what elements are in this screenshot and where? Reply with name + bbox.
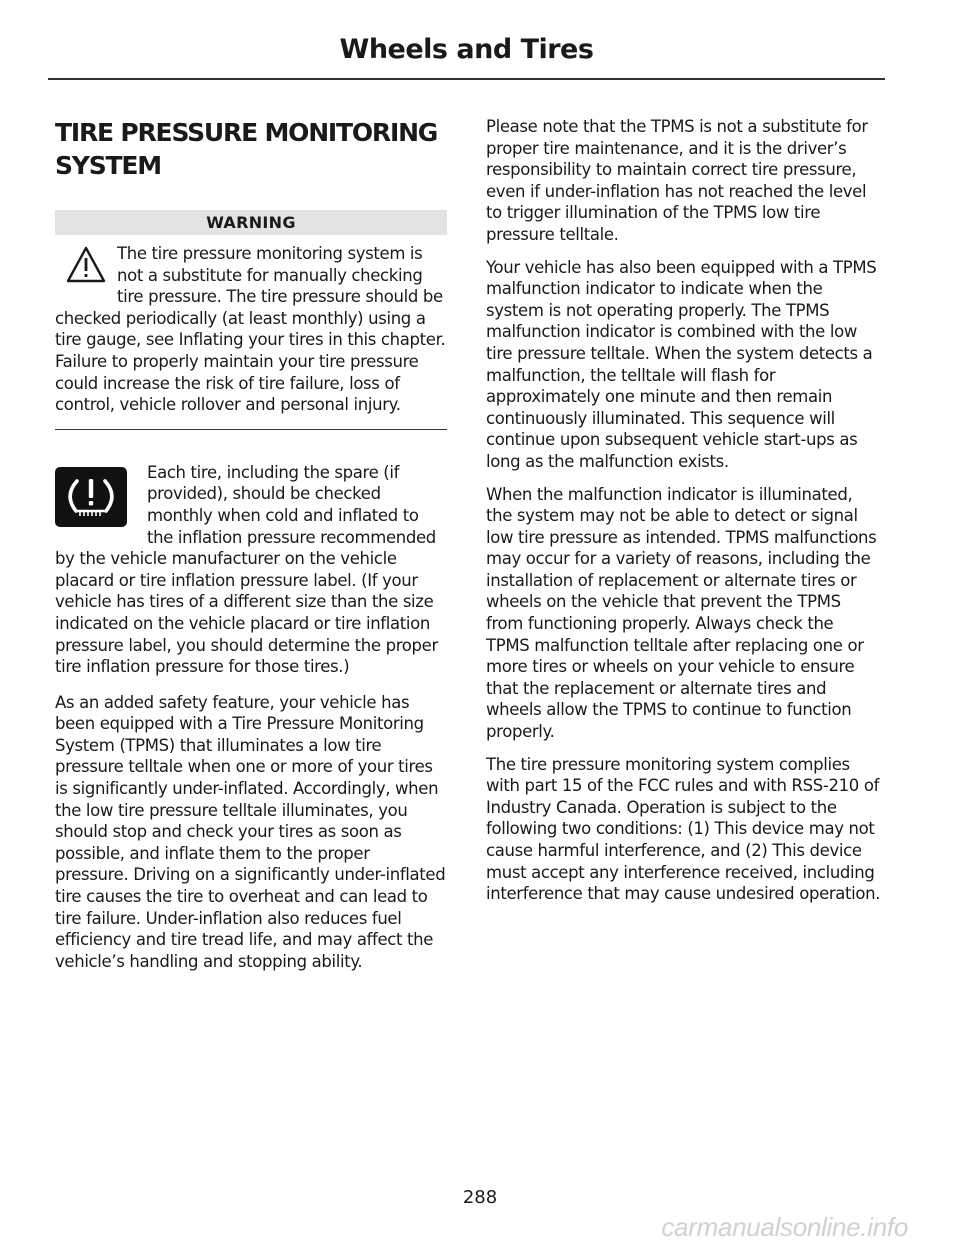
malfunction-illuminated-paragraph: When the malfunction indicator is illuminated, the system may not be able to detect or signal low tire pressure as intended. TPMS malfunctions may occur for a variety of reasons, including the installation of replacement or alternate tires or wheels on the vehicle that prevent the TPMS from functioning properly. Always check the TPMS malfunction telltale after replacing one or more tires or wheels on your vehicle to ensure that the replacement or alternate tires and wheels allow the TPMS to continue to function properly.	[486, 484, 877, 742]
page-header	[48, 32, 885, 80]
left-column	[55, 116, 447, 986]
page-header-title: Wheels and Tires	[339, 34, 594, 65]
page-number: 288	[462, 1187, 498, 1208]
tpms-note-paragraph: Please note that the TPMS is not a substitute for proper tire maintenance, and it is the driver’s responsibility to maintain correct tire pressure, even if under-inflation has not reached the level to trigger illumination of the TPMS low tire pressure telltale.	[486, 117, 868, 244]
tpms-check-paragraph: Each tire, including the spare (if provided), should be checked monthly when cold and inflated to the inflation pressure recommended by the vehicle manufacturer on the vehicle placard or tire inflation pressure label. (If your vehicle has tires of a different size than the size indicated on the vehicle placard or tire inflation pressure label, you should determine the proper tire inflation pressure for those tires.)	[55, 462, 438, 677]
section-title-line-2: SYSTEM	[55, 151, 161, 180]
section-title	[55, 116, 447, 182]
warning-triangle-icon	[65, 245, 107, 285]
fcc-compliance-paragraph: The tire pressure monitoring system complies with part 15 of the FCC rules and with RSS-210 of Industry Canada. Operation is subject to the following two conditions: (1) This device may not cause harmful interference, and (2) This device must accept any interference received, including interference that may cause undesired operation.	[486, 754, 881, 904]
right-column	[486, 116, 881, 916]
safety-feature-paragraph: As an added safety feature, your vehicle has been equipped with a Tire Pressure Monitoring System (TPMS) that illuminates a low tire pressure telltale when one or more of your tires is significantly under-inflated. Accordingly, when the low tire pressure telltale illuminates, you should stop and check your tires as soon as possible, and inflate them to the proper pressure. Driving on a significantly under-inflated tire causes the tire to overheat and can lead to tire failure. Under-inflation also reduces fuel efficiency and tire tread life, and may affect the vehicle’s handling and stopping ability.	[55, 692, 446, 971]
section-title-line-1: TIRE PRESSURE MONITORING	[55, 118, 438, 147]
malfunction-indicator-paragraph: Your vehicle has also been equipped with a TPMS malfunction indicator to indicate when the system is not operating properly. The TPMS malfunction indicator is combined with the low tire pressure telltale. When the system detects a malfunction, the telltale will flash for approximately one minute and then remain continuously illuminated. This sequence will continue upon subsequent vehicle start-ups as long as the malfunction exists.	[486, 257, 877, 471]
watermark: carmanualsonline.info	[661, 1212, 908, 1242]
warning-text: The tire pressure monitoring system is not a substitute for manually checking tire pressure. The tire pressure should be checked periodically (at least monthly) using a tire gauge, see Inflating your tires in this chapter. Failure to properly maintain your tire pressure could increase the risk of tire failure, loss of control, vehicle rollover and personal injury.	[55, 244, 446, 415]
tpms-low-pressure-icon	[55, 467, 127, 527]
warning-label: WARNING	[55, 210, 447, 235]
warning-block	[55, 243, 447, 430]
tpms-paragraph-block	[55, 462, 447, 678]
